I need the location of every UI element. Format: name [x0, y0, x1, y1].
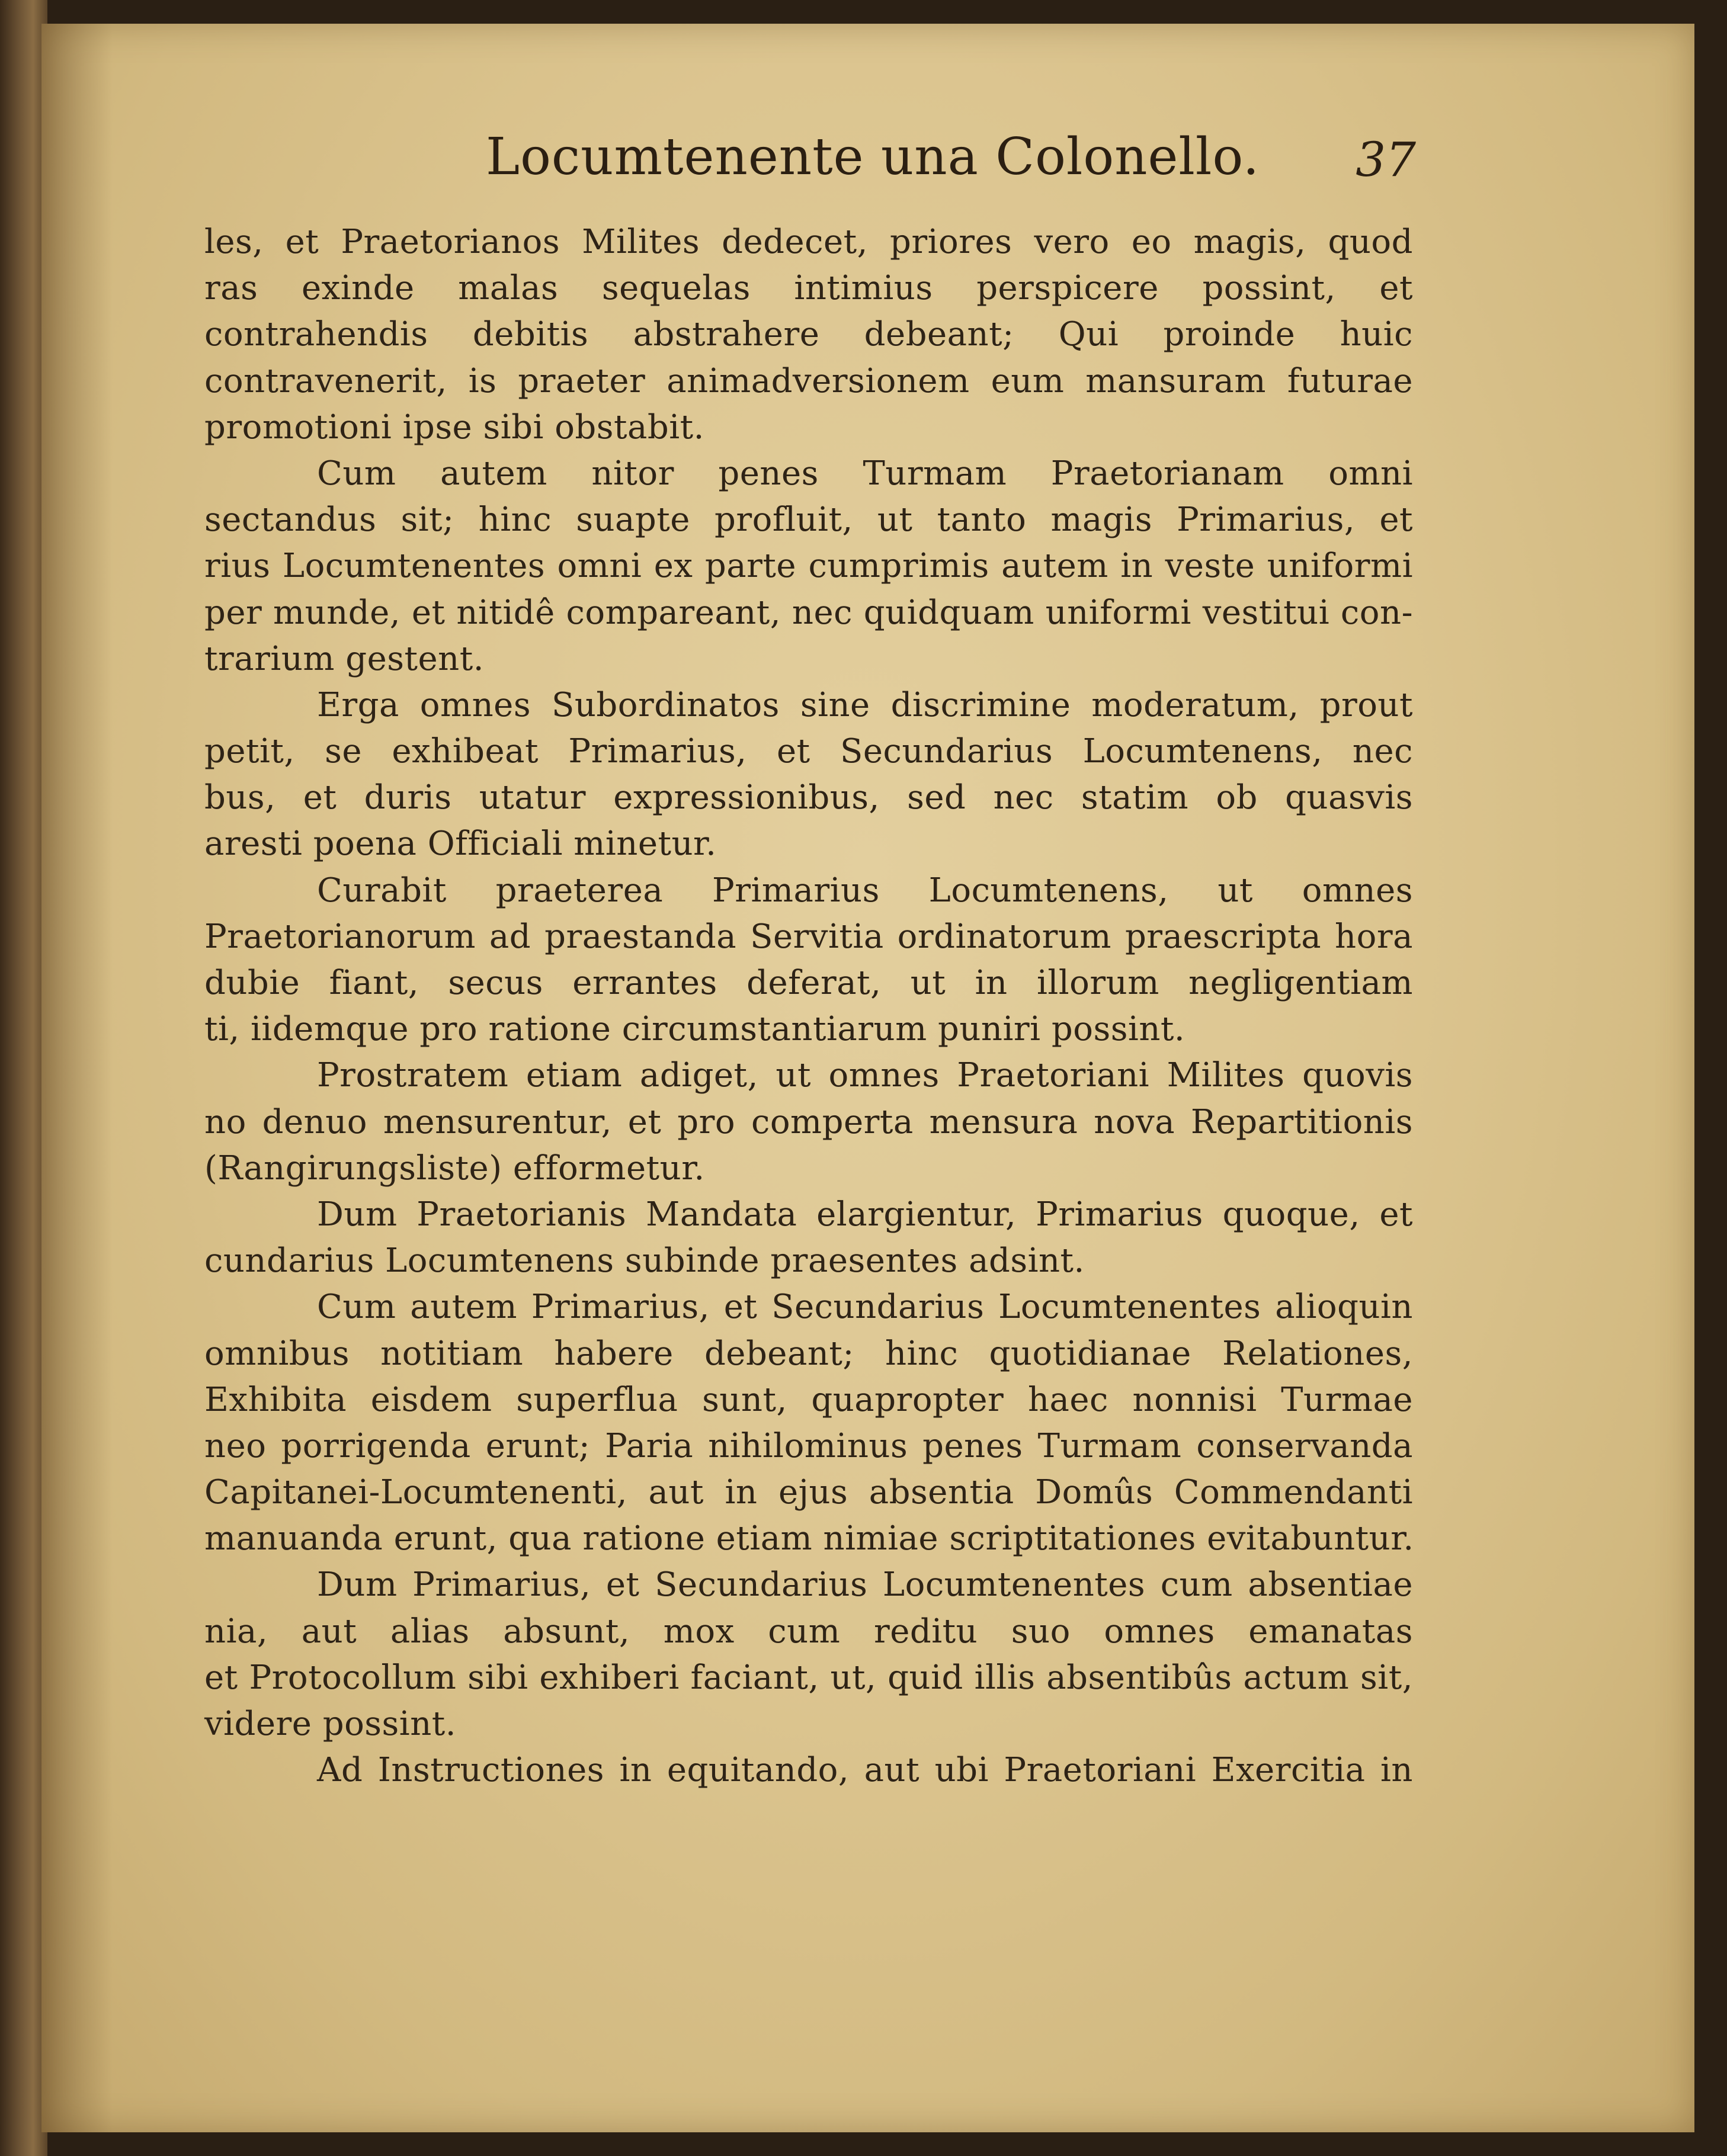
paragraph-first-line: Curabit praeterea Primarius Locumtenens, ut omnes	[317, 871, 1413, 910]
paragraph-first-line: Cum autem Primarius, et Secundarius Locumtenentes alioquin	[317, 1288, 1413, 1327]
paragraph-first-line: Prostratem etiam adiget, ut omnes Praetoriani Milites quovis	[317, 1056, 1413, 1095]
text-line: promotioni ipse sibi obstabit.	[204, 408, 704, 447]
text-line: (Rangirungsliste) efformetur.	[204, 1148, 705, 1188]
book-binding-edge	[0, 0, 47, 2156]
text-line: ti, iidemque pro ratione circumstantiarum puniri possint.	[204, 1010, 1185, 1049]
text-line: manuanda erunt, qua ratione etiam nimiae scriptitationes evitabuntur.	[204, 1519, 1414, 1558]
text-line: omnibus notitiam habere debeant; hinc quotidianae Relationes,	[204, 1334, 1413, 1373]
text-line: rius Locumtenentes omni ex parte cumprimis autem in veste uniformi	[204, 547, 1413, 586]
page-number: 37	[1356, 132, 1416, 187]
text-line: petit, se exhibeat Primarius, et Secundarius Locumtenens, nec	[204, 732, 1413, 771]
text-line: les, et Praetorianos Milites dedecet, priores vero eo magis, quod	[204, 223, 1413, 261]
text-line: nia, aut alias absunt, mox cum reditu suo omnes emanatas	[204, 1612, 1413, 1651]
paragraph-first-line: Erga omnes Subordinatos sine discrimine moderatum, prout	[317, 685, 1413, 724]
text-line: contravenerit, is praeter animadversionem eum mansuram futurae	[204, 361, 1413, 400]
text-line: Praetorianorum ad praestanda Servitia ordinatorum praescripta hora	[204, 917, 1413, 956]
text-line: cundarius Locumtenens subinde praesentes adsint.	[204, 1241, 1085, 1281]
text-line: Capitanei-Locumtenenti, aut in ejus absentia Domûs Commendanti	[204, 1473, 1413, 1512]
paragraph-first-line: Ad Instructiones in equitando, aut ubi Praetoriani Exercitia in	[317, 1751, 1413, 1790]
text-line: sectandus sit; hinc suapte profluit, ut tanto magis Primarius, et	[204, 500, 1413, 540]
text-line: aresti poena Officiali minetur.	[204, 824, 717, 864]
paragraph-first-line: Cum autem nitor penes Turmam Praetorianam omni	[317, 454, 1413, 493]
running-title: Locumtenente una Colonello.	[486, 127, 1260, 187]
page-header	[160, 127, 1416, 198]
text-line: dubie fiant, secus errantes deferat, ut in illorum negligentiam	[204, 964, 1413, 1002]
body-text	[204, 219, 1413, 1794]
text-line: contrahendis debitis abstrahere debeant; Qui proinde huic	[204, 315, 1413, 354]
paragraph-first-line: Dum Praetorianis Mandata elargientur, Primarius quoque, et	[317, 1195, 1413, 1234]
text-line: videre possint.	[204, 1705, 457, 1743]
paragraph-first-line: Dum Primarius, et Secundarius Locumtenentes cum absentiae	[317, 1565, 1413, 1605]
text-line: per munde, et nitidê compareant, nec quidquam uniformi vestitui con-	[204, 593, 1413, 632]
text-line: trarium gestent.	[204, 639, 485, 678]
text-line: et Protocollum sibi exhiberi faciant, ut, quid illis absentibûs actum sit,	[204, 1658, 1413, 1697]
text-line: neo porrigenda erunt; Paria nihilominus penes Turmam conservanda	[204, 1426, 1413, 1465]
text-line: Exhibita eisdem superflua sunt, quapropter haec nonnisi Turmae	[204, 1380, 1413, 1419]
text-line: no denuo mensurentur, et pro comperta mensura nova Repartitionis	[204, 1102, 1413, 1141]
text-line: ras exinde malas sequelas intimius perspicere possint, et	[204, 269, 1413, 308]
text-line: bus, et duris utatur expressionibus, sed nec statim ob quasvis	[204, 778, 1413, 817]
